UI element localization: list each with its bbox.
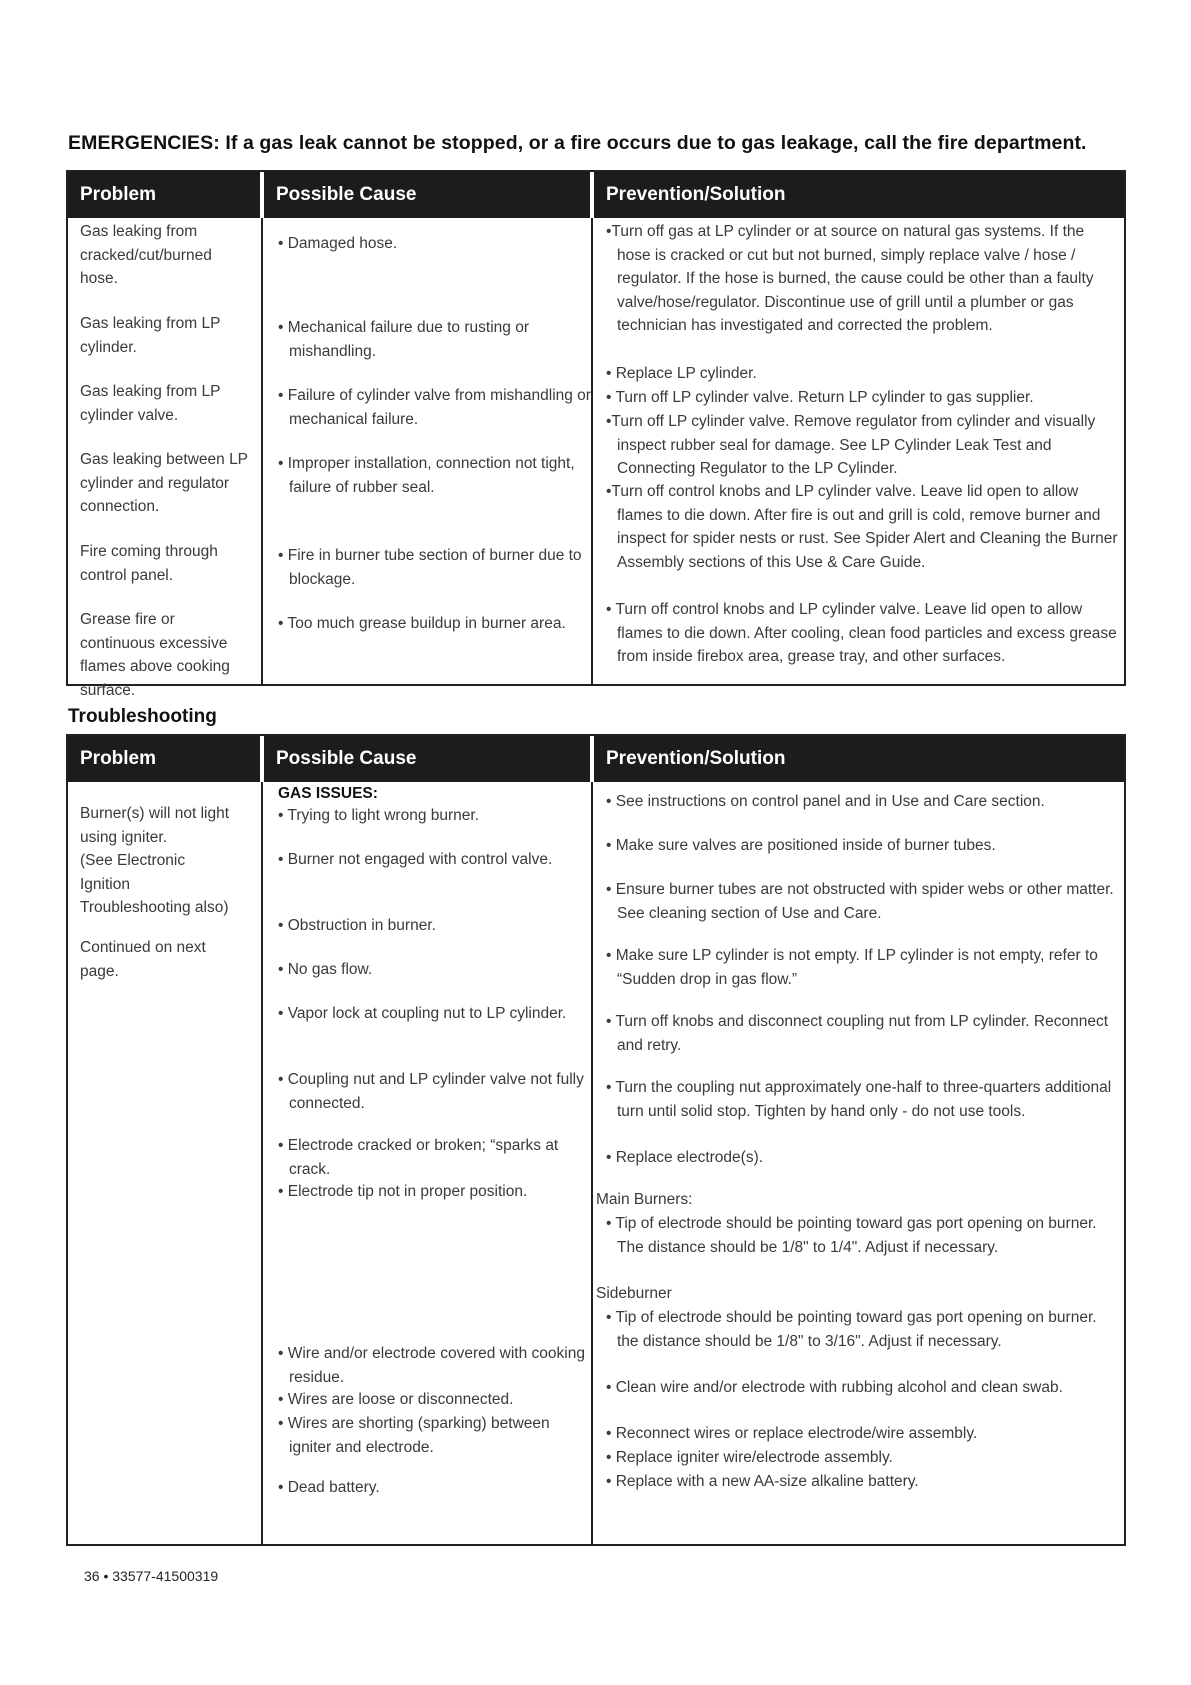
- solution-valves-positioned: • Make sure valves are positioned inside of burner tubes.: [606, 837, 996, 854]
- problem-burner-not-light: Burner(s) will not light using igniter. (See Electronic Ignition Troubleshooting also): [80, 805, 230, 916]
- cause-cooking-residue: • Wire and/or electrode covered with cooking residue.: [278, 1345, 585, 1386]
- cause-wires-shorting: • Wires are shorting (sparking) between igniter and electrode.: [278, 1415, 550, 1456]
- problem-lp-cylinder: Gas leaking from LP cylinder.: [80, 315, 221, 356]
- column-line: [261, 782, 263, 1544]
- solution-burner-tubes: • Ensure burner tubes are not obstructed with spider webs or other matter. See cleaning section of Use and Care.: [606, 881, 1114, 922]
- emergency-notice: EMERGENCIES: If a gas leak cannot be stopped, or a fire occurs due to gas leakage, call the fire department.: [68, 132, 1087, 154]
- problem-hose: Gas leaking from cracked/cut/burned hose.: [80, 223, 212, 287]
- solution-replace-battery: • Replace with a new AA-size alkaline battery.: [606, 1473, 919, 1490]
- solution-replace-cylinder: • Replace LP cylinder.: [606, 365, 757, 382]
- cause-no-gas-flow: • No gas flow.: [278, 961, 373, 978]
- problem-cylinder-valve: Gas leaking from LP cylinder valve.: [80, 383, 221, 424]
- problem-regulator-connection: Gas leaking between LP cylinder and regulator connection.: [80, 451, 249, 515]
- header-problem: Problem: [80, 184, 157, 205]
- table-body: [68, 782, 1124, 1544]
- solution-cylinder-empty: • Make sure LP cylinder is not empty. If LP cylinder is not empty, refer to “Sudden drop in gas flow.”: [606, 947, 1098, 988]
- solution-hose: •Turn off gas at LP cylinder or at source on natural gas systems. If the hose is cracked or cut but not burned, simply replace valve / hose / regulator. If the hose is burned, the cause could be other than a faulty valve/hose/regulator. Discontinue use of grill until a plumber or gas technician has investigated and corrected the problem.: [606, 223, 1094, 334]
- continued-note: Continued on next page.: [80, 939, 206, 980]
- cause-improper-installation: • Improper installation, connection not tight, failure of rubber seal.: [278, 455, 575, 496]
- solution-spider-nests: •Turn off control knobs and LP cylinder valve. Leave lid open to allow flames to die down. After fire is out and grill is cold, remove burner and inspect for spider nests or rust. See Spider Alert and Cleaning the Burner Assembly sections of this Use & Care Guide.: [606, 483, 1118, 571]
- cause-electrode-cracked: • Electrode cracked or broken; “sparks at crack.: [278, 1137, 559, 1178]
- cause-electrode-position: • Electrode tip not in proper position.: [278, 1183, 528, 1200]
- column-line: [261, 218, 263, 684]
- header-possible-cause: Possible Cause: [276, 748, 417, 769]
- troubleshooting-table: [66, 734, 1126, 1546]
- solution-main-burner-electrode: • Tip of electrode should be pointing toward gas port opening on burner. The distance should be 1/8" to 1/4". Adjust if necessary.: [606, 1215, 1097, 1256]
- cause-burner-not-engaged: • Burner not engaged with control valve.: [278, 851, 553, 868]
- cause-grease-buildup: • Too much grease buildup in burner area.: [278, 615, 566, 632]
- cause-mechanical-failure: • Mechanical failure due to rusting or mishandling.: [278, 319, 529, 360]
- table-body: [68, 218, 1124, 699]
- solution-control-panel: • See instructions on control panel and in Use and Care section.: [606, 793, 1045, 810]
- cause-wrong-burner: • Trying to light wrong burner.: [278, 807, 480, 824]
- solution-reconnect-wires: • Reconnect wires or replace electrode/wire assembly.: [606, 1425, 978, 1442]
- solution-replace-igniter: • Replace igniter wire/electrode assembly.: [606, 1449, 893, 1466]
- solution-turn-coupling-nut: • Turn the coupling nut approximately one-half to three-quarters additional turn until solid stop. Tighten by hand only - do not use tools.: [606, 1079, 1112, 1120]
- solution-return-cylinder: • Turn off LP cylinder valve. Return LP cylinder to gas supplier.: [606, 389, 1034, 406]
- sideburner-label: Sideburner: [596, 1285, 672, 1302]
- solution-reconnect-coupling: • Turn off knobs and disconnect coupling nut from LP cylinder. Reconnect and retry.: [606, 1013, 1109, 1054]
- header-possible-cause: Possible Cause: [276, 184, 417, 205]
- header-problem: Problem: [80, 748, 157, 769]
- cause-burner-blockage: • Fire in burner tube section of burner due to blockage.: [278, 547, 582, 588]
- problem-grease-fire: Grease fire or continuous excessive flames above cooking surface.: [80, 611, 230, 699]
- cause-coupling-not-connected: • Coupling nut and LP cylinder valve not fully connected.: [278, 1071, 584, 1112]
- table-header: [68, 736, 1124, 782]
- header-prevention-solution: Prevention/Solution: [606, 184, 786, 205]
- solution-inspect-seal: •Turn off LP cylinder valve. Remove regulator from cylinder and visually inspect rubber seal for damage. See LP Cylinder Leak Test and Connecting Regulator to the LP Cylinder.: [606, 413, 1096, 477]
- solution-grease-fire: • Turn off control knobs and LP cylinder valve. Leave lid open to allow flames to die down. After cooling, clean food particles and excess grease from inside firebox area, grease tray, and other surfaces.: [606, 601, 1117, 665]
- problem-control-panel-fire: Fire coming through control panel.: [80, 543, 218, 584]
- solution-replace-electrode: • Replace electrode(s).: [606, 1149, 764, 1166]
- emergency-table: [66, 170, 1126, 699]
- cause-damaged-hose: • Damaged hose.: [278, 235, 398, 252]
- cause-dead-battery: • Dead battery.: [278, 1479, 380, 1496]
- solution-clean-wire: • Clean wire and/or electrode with rubbing alcohol and clean swab.: [606, 1379, 1063, 1396]
- cause-vapor-lock: • Vapor lock at coupling nut to LP cylinder.: [278, 1005, 567, 1022]
- cause-loose-wires: • Wires are loose or disconnected.: [278, 1391, 514, 1408]
- header-prevention-solution: Prevention/Solution: [606, 748, 786, 769]
- cause-obstruction: • Obstruction in burner.: [278, 917, 436, 934]
- table-header: [68, 172, 1124, 218]
- solution-sideburner-electrode: • Tip of electrode should be pointing toward gas port opening on burner. the distance should be 1/8" to 3/16". Adjust if necessary.: [606, 1309, 1097, 1350]
- gas-issues-label: GAS ISSUES:: [278, 785, 378, 802]
- page-footer: 36 • 33577-41500319: [84, 1568, 219, 1584]
- cause-valve-failure: • Failure of cylinder valve from mishandling or mechanical failure.: [278, 387, 591, 428]
- main-burners-label: Main Burners:: [596, 1191, 693, 1208]
- troubleshooting-heading: Troubleshooting: [68, 706, 217, 727]
